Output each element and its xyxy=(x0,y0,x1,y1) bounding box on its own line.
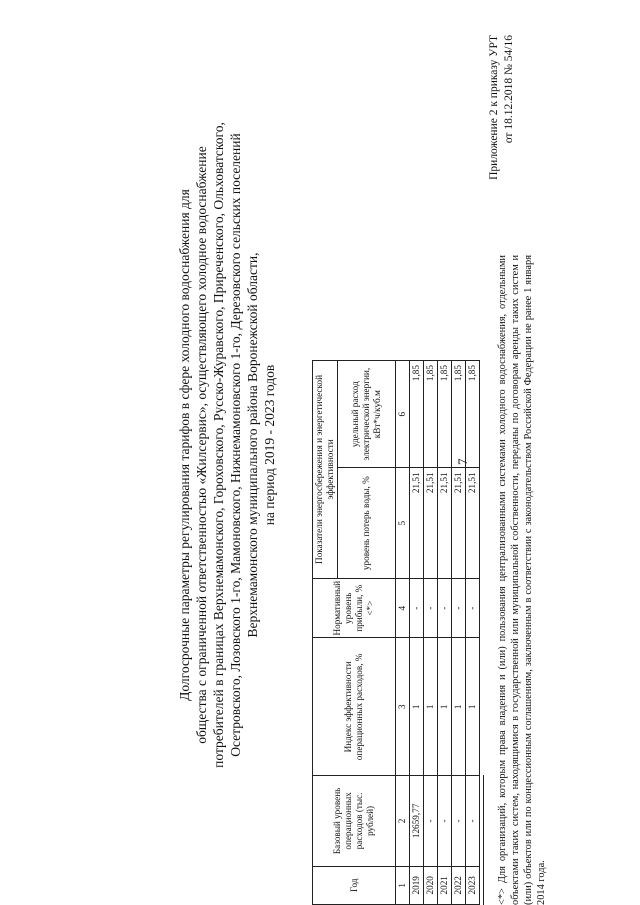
cell-year: 2022 xyxy=(452,866,466,904)
cell-power-consumption: 1,85 xyxy=(466,361,480,468)
column-number: 5 xyxy=(396,468,410,579)
cell-base-level: 12659,77 xyxy=(410,776,424,866)
column-number: 4 xyxy=(396,578,410,638)
parameters-table xyxy=(312,360,480,905)
cell-power-consumption: 1,85 xyxy=(410,361,424,468)
cell-efficiency-index: 1 xyxy=(424,638,438,776)
header-profit-level: Нормативный уровень прибыли, % <*> xyxy=(313,578,396,638)
cell-year: 2023 xyxy=(466,866,480,904)
table-row xyxy=(466,361,480,905)
column-number: 2 xyxy=(396,776,410,866)
cell-water-loss: 21,51 xyxy=(438,468,452,579)
cell-base-level: - xyxy=(466,776,480,866)
header-power-consumption: удельный расход электрической энергии, кВт*ч/куб.м xyxy=(338,361,396,468)
cell-efficiency-index: 1 xyxy=(452,638,466,776)
cell-profit-level: - xyxy=(466,578,480,638)
cell-year: 2019 xyxy=(410,866,424,904)
cell-water-loss: 21,51 xyxy=(466,468,480,579)
cell-profit-level: - xyxy=(452,578,466,638)
header-efficiency-index: Индекс эффективности операционных расходов, % xyxy=(313,638,396,776)
cell-water-loss: 21,51 xyxy=(424,468,438,579)
column-number-row xyxy=(396,361,410,905)
cell-profit-level: - xyxy=(424,578,438,638)
cell-year: 2020 xyxy=(424,866,438,904)
cell-base-level: - xyxy=(452,776,466,866)
cell-profit-level: - xyxy=(410,578,424,638)
cell-water-loss: 21,51 xyxy=(410,468,424,579)
title-line-2: общества с ограниченной ответственностью «Жилсервис», осуществляющего холодное водоснабжение xyxy=(194,146,209,744)
table-row xyxy=(438,361,452,905)
cell-power-consumption: 1,85 xyxy=(424,361,438,468)
table-row xyxy=(410,361,424,905)
cell-water-loss: 21,51 xyxy=(452,468,466,579)
title-line-1: Долгосрочные параметры регулирования тарифов в сфере холодного водоснабжения для xyxy=(177,189,192,701)
cell-power-consumption: 1,85 xyxy=(438,361,452,468)
column-number: 1 xyxy=(396,866,410,904)
document-title xyxy=(176,85,278,805)
appendix-line-1: Приложение 2 к приказу УРТ xyxy=(488,35,500,180)
table-row xyxy=(452,361,466,905)
header-year: Год xyxy=(313,866,396,904)
appendix-line-2: от 18.12.2018 № 54/16 xyxy=(503,35,515,144)
header-base-level: Базовый уровень операционных расходов (тыс. рублей) xyxy=(313,776,396,866)
footnote-separator xyxy=(483,775,484,905)
title-line-3: потребителей в границах Верхнемамонского, Гороховского, Русско-Журавского, Приреченского, Ольховатского, xyxy=(211,122,226,768)
appendix-reference xyxy=(487,35,517,265)
table-row xyxy=(424,361,438,905)
cell-base-level: - xyxy=(438,776,452,866)
header-water-loss: уровень потерь воды, % xyxy=(338,468,396,579)
cell-year: 2021 xyxy=(438,866,452,904)
column-number: 6 xyxy=(396,361,410,468)
page-number: 7 xyxy=(455,458,470,465)
cell-efficiency-index: 1 xyxy=(410,638,424,776)
cell-power-consumption: 1,85 xyxy=(452,361,466,468)
title-line-5: Верхнемамонского муниципального района Воронежской области, xyxy=(245,252,260,638)
cell-base-level: - xyxy=(424,776,438,866)
cell-profit-level: - xyxy=(438,578,452,638)
column-number: 3 xyxy=(396,638,410,776)
title-line-4: Осетровского, Лозовского 1-го, Мамоновского, Нижнемамоновского 1-го, Дерезовского сельских поселений xyxy=(228,133,243,757)
cell-efficiency-index: 1 xyxy=(438,638,452,776)
footnote-text: <*> Для организаций, которым права владения и (или) пользования централизованными системами холодного водоснабжения, отдельными объектами таких систем, находящимися в государственной или муниципальной собственности, переданы по договорам аренды таких систем и (или) объектов или по концессионным соглашениям, заключенным в соответствии с законодательством Российской Федерации не ранее 1 января 2014 года. xyxy=(497,255,547,905)
cell-efficiency-index: 1 xyxy=(466,638,480,776)
title-line-6: на период 2019 - 2023 годов xyxy=(262,364,277,526)
header-energy-group: Показатели энергосбережения и энергетической эффективности xyxy=(313,361,338,579)
